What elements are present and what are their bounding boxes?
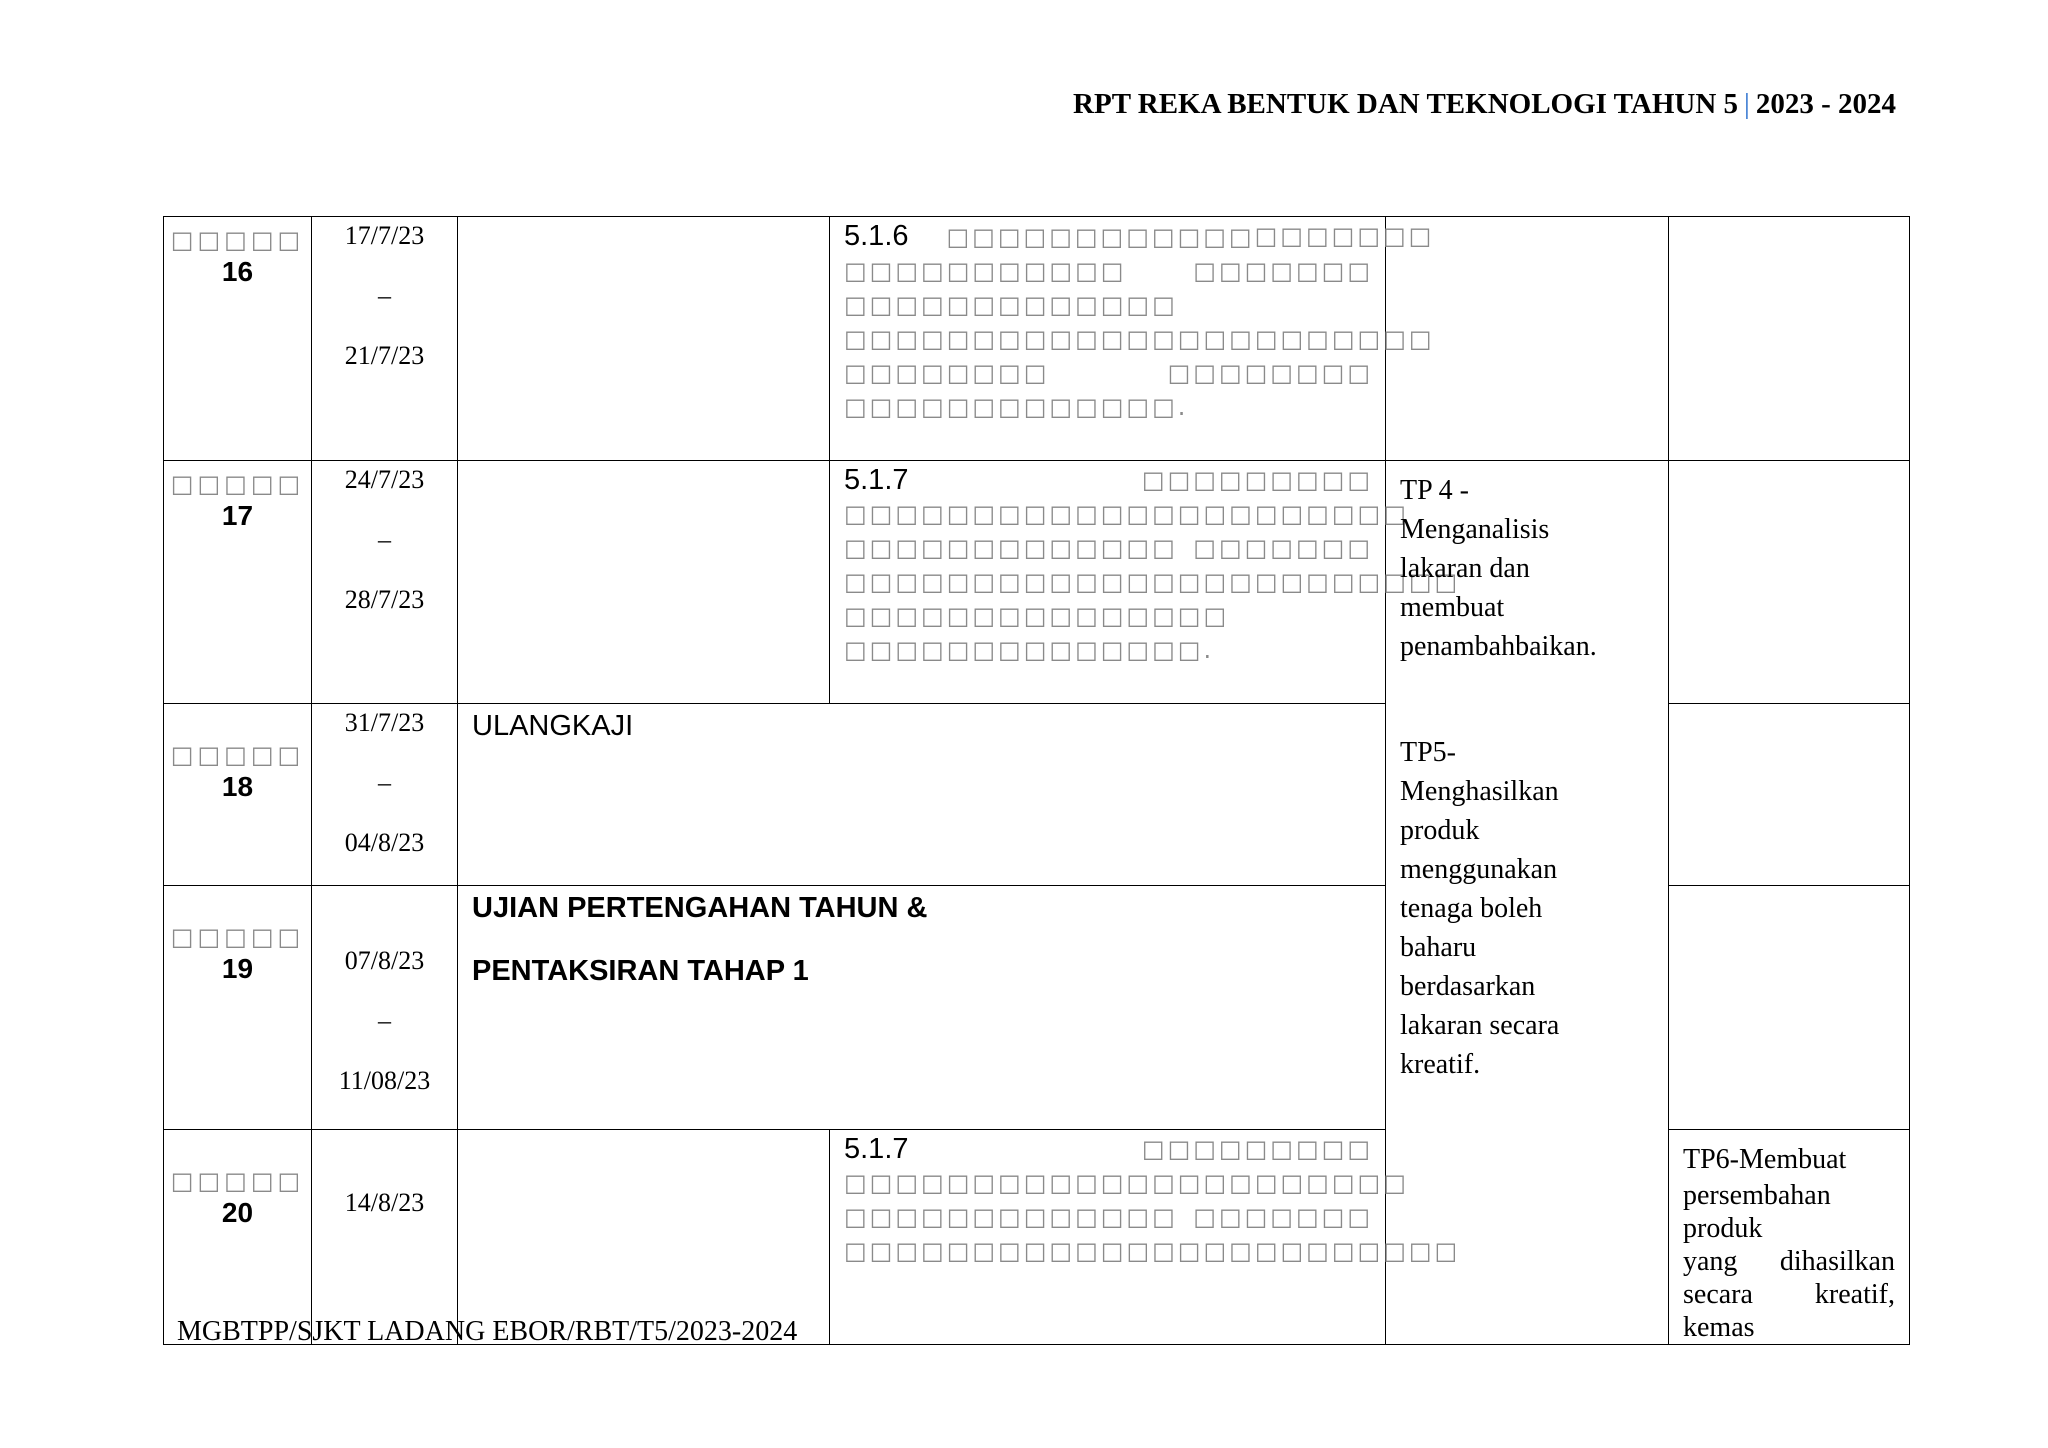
date-dash: – — [378, 1006, 391, 1035]
tp5-line: Menghasilkan — [1400, 776, 1559, 807]
revision-cell — [458, 704, 1386, 886]
standard-line — [844, 1132, 1373, 1166]
standard-code: 5.1.7 — [844, 1133, 909, 1165]
tp4-line: lakaran dan — [1400, 553, 1530, 584]
standard-line — [844, 1234, 1461, 1268]
standard-text: □□□□□□□ — [1254, 222, 1435, 250]
exam-line: UJIAN PERTENGAHAN TAHUN & — [472, 892, 928, 924]
exam-cell — [458, 886, 1386, 1130]
date-start: 14/8/23 — [344, 1188, 425, 1217]
week-label: □□□□□ — [170, 1167, 305, 1195]
performance-level-cell — [1386, 217, 1669, 461]
tp5-line: kreatif. — [1400, 1049, 1481, 1080]
standard-text: □□□□□□□□□□□□□ — [844, 1203, 1178, 1231]
week-number: 18 — [221, 771, 254, 802]
standard-line: □□□□□□□□□□□□□□. — [844, 636, 1215, 664]
notes-cell — [1669, 704, 1910, 886]
standard-line — [844, 463, 1373, 497]
tp5-line: tenaga boleh — [1400, 893, 1543, 924]
tp4-line: TP 4 - — [1400, 475, 1469, 506]
tp6-line: TP6-Membuat — [1683, 1144, 1847, 1175]
standard-line: □□□□□□□□□□□□□. — [844, 393, 1189, 421]
standard-text: □□□□□□□□□□□ — [844, 1237, 1127, 1265]
exam-line: PENTAKSIRAN TAHAP 1 — [472, 955, 809, 987]
standard-text: □□□□□□□□□□□□□ — [1126, 1237, 1461, 1265]
week-label: □□□□□ — [170, 226, 305, 254]
page-header — [1073, 88, 1896, 121]
tp6-line: secara kreatif, kemas — [1683, 1279, 1895, 1343]
week-label: □□□□□ — [170, 470, 305, 498]
date-start: 07/8/23 — [344, 946, 425, 975]
standard-line — [844, 254, 1373, 288]
tp6-line: persembahan produk — [1683, 1180, 1831, 1244]
performance-level-cell — [1669, 1130, 1910, 1345]
date-start: 31/7/23 — [344, 708, 425, 737]
tp6-line: yang dihasilkan — [1683, 1246, 1895, 1277]
notes-cell — [1669, 217, 1910, 461]
date-end: 11/08/23 — [338, 1066, 431, 1095]
standard-text: □□□□□□□□□□□ — [844, 257, 1127, 285]
standard-text: □□□□□□□□□□□□□□□ — [844, 500, 1230, 528]
standard-line — [844, 1166, 1409, 1200]
tp5-line: TP5- — [1400, 737, 1456, 768]
date-end: 04/8/23 — [344, 828, 425, 857]
table-row — [164, 217, 1910, 461]
week-cell — [164, 461, 312, 704]
week-cell — [164, 1130, 312, 1345]
week-cell — [164, 886, 312, 1130]
week-number: 20 — [221, 1197, 254, 1228]
standard-text: □□□□□□□□□□□□□ — [844, 534, 1178, 562]
date-start: 24/7/23 — [344, 465, 425, 494]
standard-text: □□□□□□□ — [1229, 1169, 1409, 1197]
date-end: 28/7/23 — [344, 585, 425, 614]
date-cell — [312, 217, 458, 461]
date-cell — [312, 704, 458, 886]
tp4-line: penambahbaikan. — [1400, 631, 1597, 662]
standard-line — [844, 356, 1373, 390]
standard-line — [844, 1200, 1373, 1234]
date-cell — [312, 886, 458, 1130]
page-footer: MGBTPP/SJKT LADANG EBOR/RBT/T5/2023-2024 — [177, 1316, 798, 1347]
header-separator: | — [1744, 88, 1750, 120]
tp5-line: menggunakan — [1400, 854, 1558, 885]
standard-code: 5.1.6 — [844, 220, 909, 252]
notes-cell — [1669, 461, 1910, 704]
standard-code: 5.1.7 — [844, 464, 909, 496]
standard-line: □□□□□□□□□□□□□□□ — [844, 602, 1230, 630]
standard-text: □□□□□□□□ — [1167, 359, 1373, 387]
learning-standard-cell — [830, 217, 1435, 461]
date-dash: – — [378, 281, 391, 310]
learning-standard-cell — [830, 1130, 1461, 1345]
standard-line — [844, 565, 1461, 599]
standard-text: □□□□□□□□□□□ — [844, 568, 1127, 596]
standard-line: □□□□□□□□□□□□□□□□□□□□□□□ — [844, 325, 1435, 353]
content-standard-cell — [458, 1130, 830, 1345]
standard-text: □□□□□□□ — [1193, 257, 1373, 285]
week-cell — [164, 217, 312, 461]
week-label: □□□□□ — [170, 741, 305, 769]
standard-line — [844, 531, 1373, 565]
content-standard-cell — [458, 217, 830, 461]
content-standard-cell — [458, 461, 830, 704]
header-year: 2023 - 2024 — [1755, 88, 1896, 120]
week-number: 16 — [221, 256, 254, 287]
date-dash: – — [378, 525, 391, 554]
tp4-line: membuat — [1400, 592, 1505, 623]
header-title: RPT REKA BENTUK DAN TEKNOLOGI TAHUN 5 — [1073, 88, 1739, 120]
date-dash: – — [378, 768, 391, 797]
tp4-line: Menganalisis — [1400, 514, 1550, 545]
notes-cell — [1669, 886, 1910, 1130]
revision-text: ULANGKAJI — [472, 710, 634, 742]
table-row — [164, 461, 1910, 704]
standard-text: □□□□□□□□ — [844, 359, 1050, 387]
standard-text: □□□□□□□ — [1193, 534, 1373, 562]
week-cell — [164, 704, 312, 886]
standard-text: □□□□□□□□□ — [1141, 1135, 1373, 1163]
date-start: 17/7/23 — [344, 221, 425, 250]
date-end: 21/7/23 — [344, 341, 425, 370]
standard-text: □□□□□□□ — [1229, 500, 1409, 528]
date-cell — [312, 461, 458, 704]
standard-line — [844, 497, 1409, 531]
standard-text: □□□□□□□□□ — [1141, 466, 1373, 494]
standard-text: □□□□□□□ — [1193, 1203, 1373, 1231]
performance-level-cell — [1386, 461, 1669, 1345]
week-label: □□□□□ — [170, 923, 305, 951]
date-cell — [312, 1130, 458, 1345]
week-number: 17 — [221, 500, 254, 531]
week-number: 19 — [221, 953, 254, 984]
tp5-line: produk — [1400, 815, 1480, 846]
standard-line: □□□□□□□□□□□□□ — [844, 291, 1178, 319]
lesson-plan-table — [163, 216, 1910, 1345]
tp5-line: berdasarkan — [1400, 971, 1536, 1002]
standard-text: □□□□□□□□□□□□ — [946, 223, 1255, 251]
tp5-line: lakaran secara — [1400, 1010, 1560, 1041]
standard-text: □□□□□□□□□□□□□□□ — [844, 1169, 1230, 1197]
standard-text: □□□□□□□□□□□□□ — [1126, 568, 1461, 596]
tp5-line: baharu — [1400, 932, 1477, 963]
standard-line — [844, 219, 1435, 254]
